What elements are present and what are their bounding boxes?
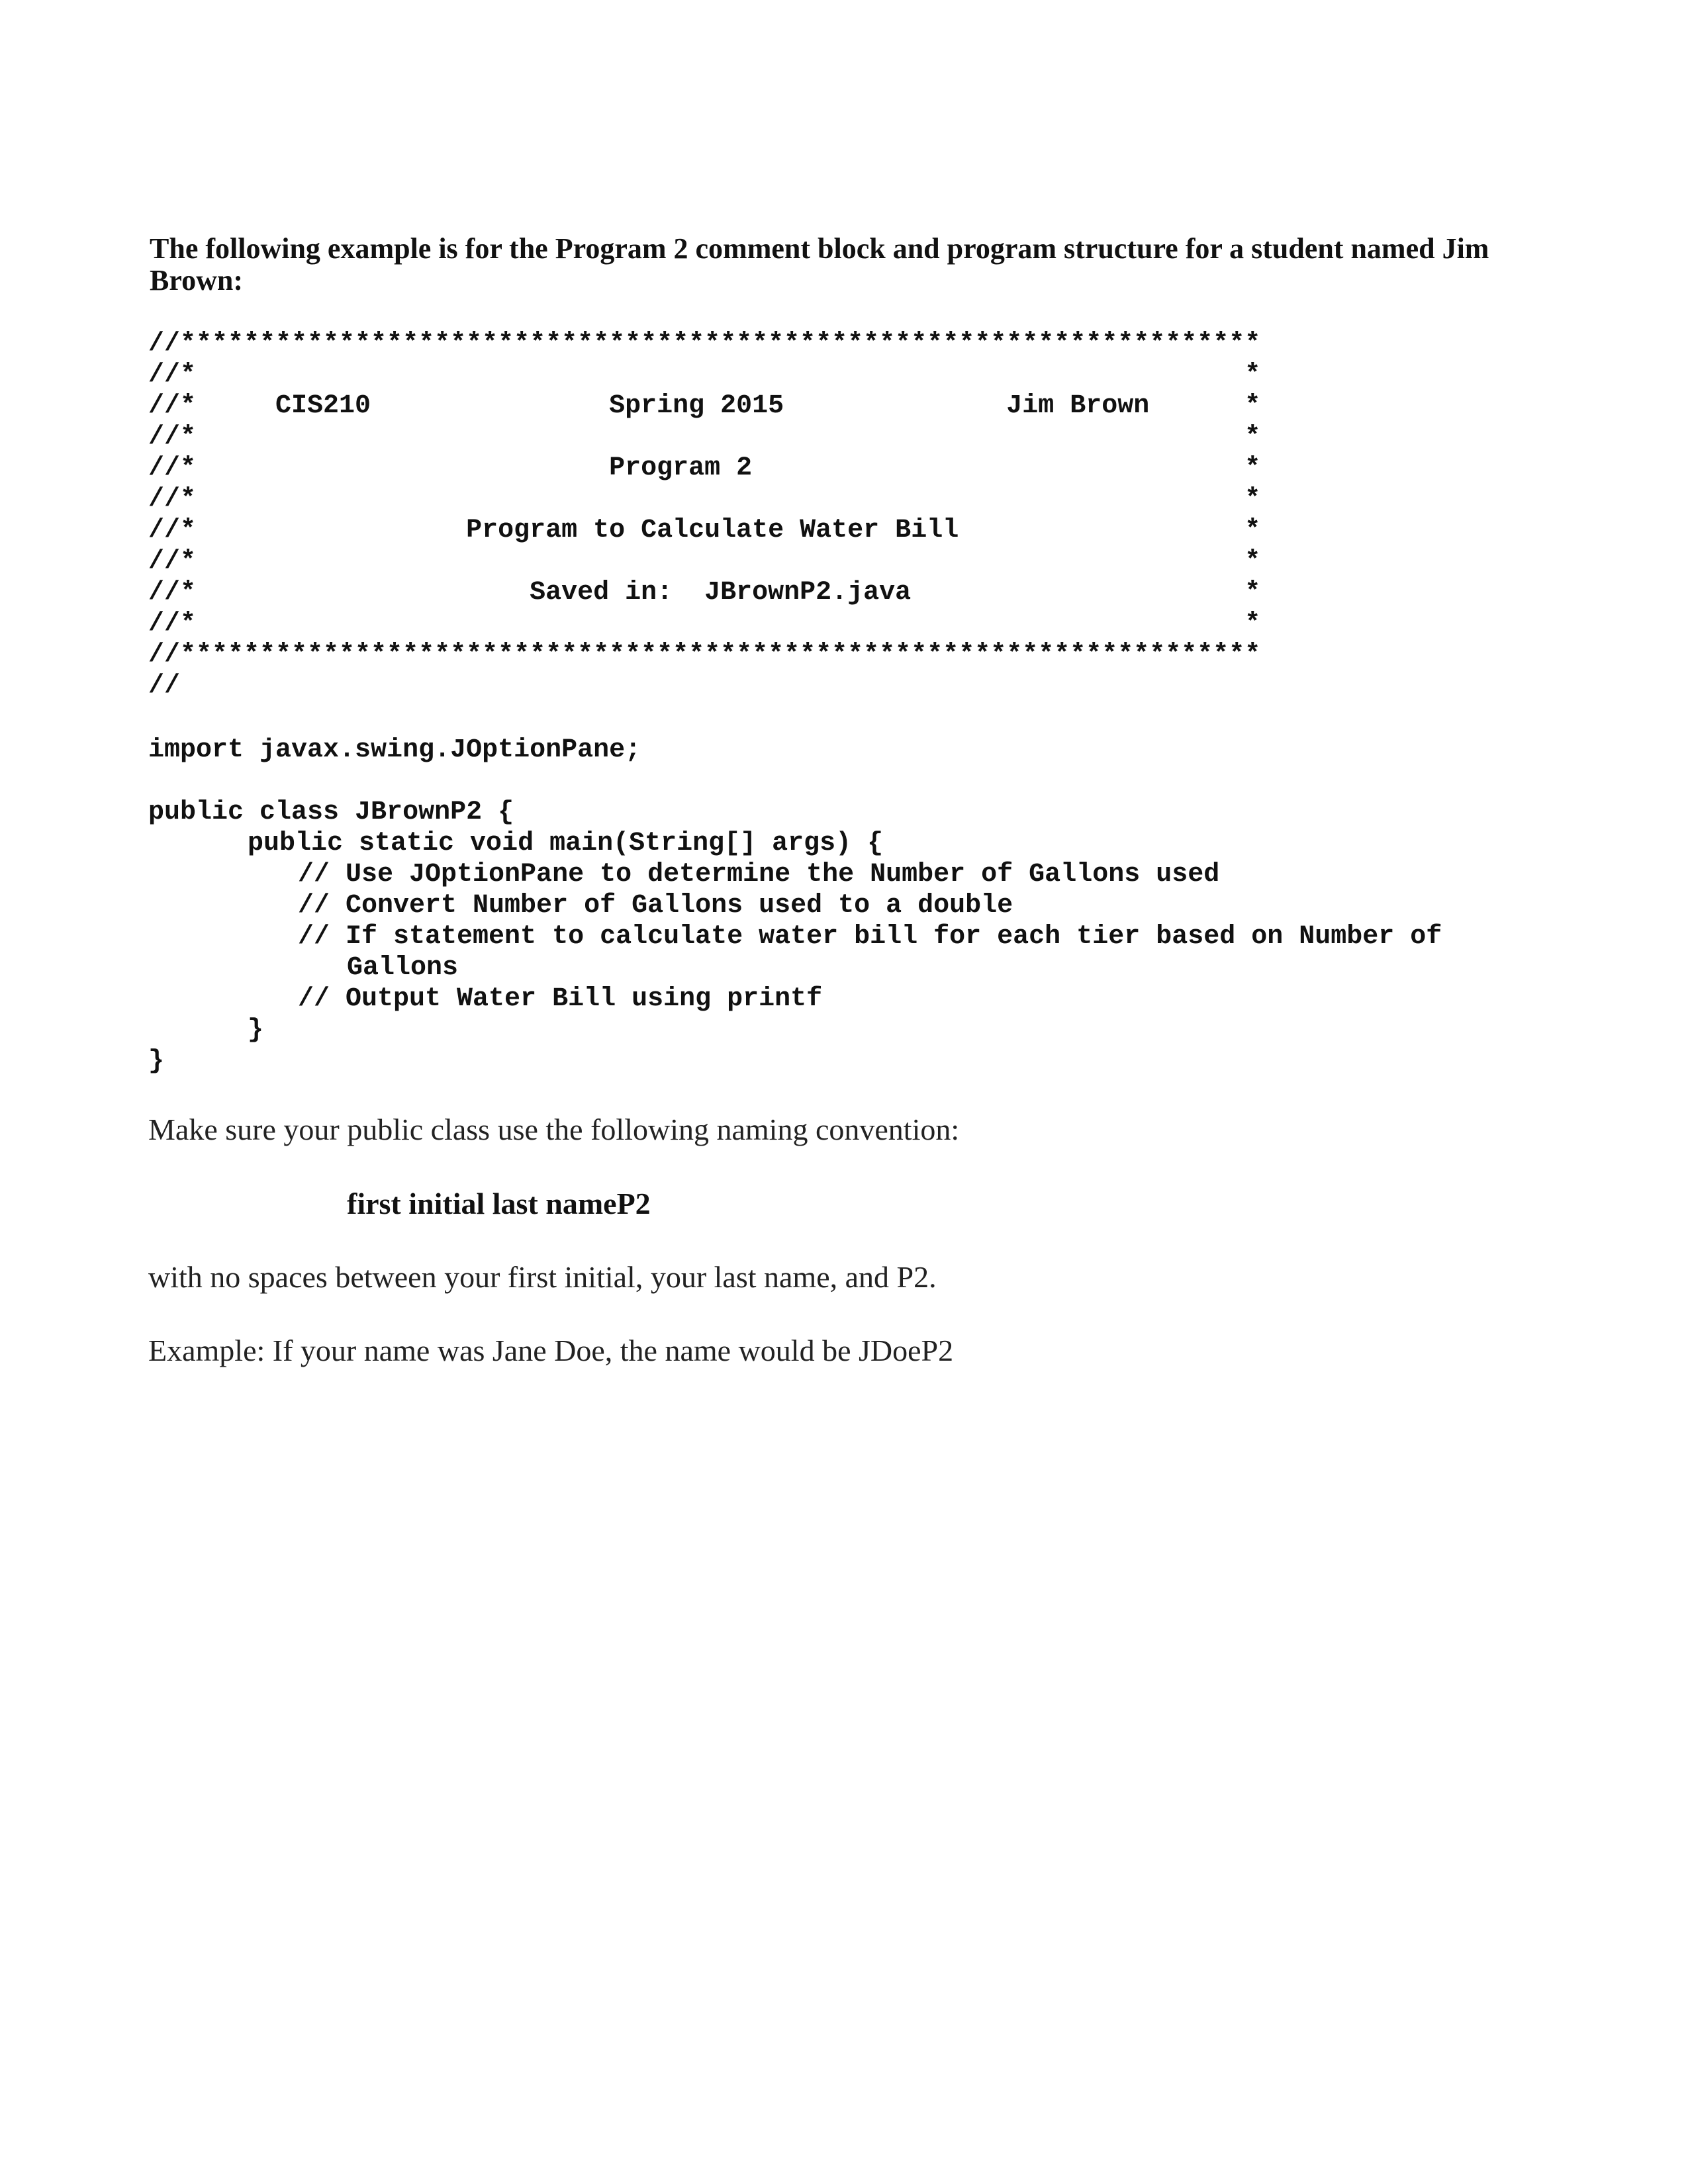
comment-border-bottom: //******************************************************************** — [148, 640, 1261, 670]
naming-instruction: Make sure your public class use the following naming convention: — [148, 1113, 960, 1146]
comment-title-line: //* Program to Calculate Water Bill * — [148, 516, 1261, 545]
code-comment-continuation: Gallons — [347, 953, 459, 983]
comment-empty-line: //* * — [148, 484, 1261, 514]
code-comment-line: // Convert Number of Gallons used to a double — [298, 891, 1013, 921]
intro-paragraph: The following example is for the Program 2 comment block and program structure for a student named Jim Brown: — [150, 232, 1489, 296]
class-declaration: public class JBrownP2 { — [148, 797, 514, 827]
comment-header-line: //* CIS210 Spring 2015 Jim Brown * — [148, 391, 1261, 421]
comment-empty-line: //* * — [148, 360, 1261, 390]
code-comment-line: // If statement to calculate water bill for each tier based on Number of — [298, 922, 1442, 952]
code-comment-line: // Use JOptionPane to determine the Number of Gallons used — [298, 860, 1220, 889]
comment-empty-line: //* * — [148, 609, 1261, 639]
spacing-note: with no spaces between your first initial, your last name, and P2. — [148, 1260, 937, 1294]
main-method-declaration: public static void main(String[] args) { — [248, 829, 884, 858]
class-close-brace: } — [148, 1046, 165, 1076]
naming-rule: first initial last nameP2 — [347, 1187, 651, 1220]
comment-closing-line: // — [148, 671, 181, 701]
code-comment-line: // Output Water Bill using printf — [298, 984, 823, 1014]
comment-border-top: //******************************************************************** — [148, 329, 1261, 359]
main-method-close-brace: } — [248, 1015, 264, 1045]
comment-program-line: //* Program 2 * — [148, 453, 1261, 483]
import-statement: import javax.swing.JOptionPane; — [148, 735, 641, 765]
naming-example: Example: If your name was Jane Doe, the name would be JDoeP2 — [148, 1334, 954, 1367]
comment-empty-line: //* * — [148, 547, 1261, 576]
comment-saved-line: //* Saved in: JBrownP2.java * — [148, 578, 1261, 608]
comment-empty-line: //* * — [148, 422, 1261, 452]
